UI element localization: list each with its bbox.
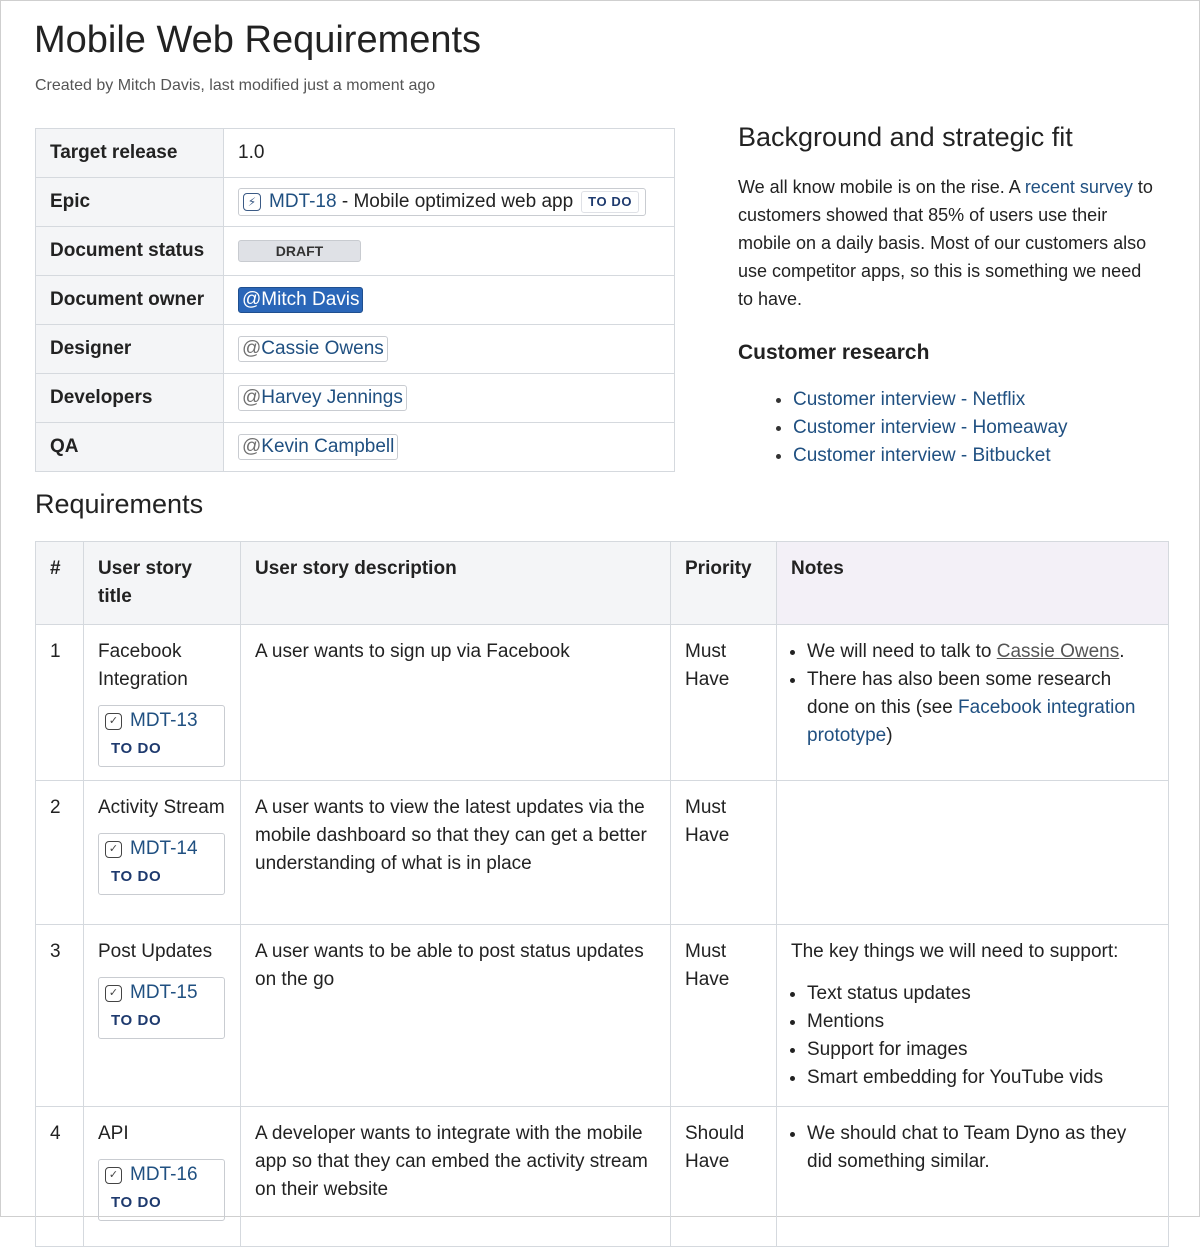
story-title-cell <box>84 625 241 781</box>
at-icon: @ <box>242 338 262 359</box>
story-priority: Must Have <box>671 781 777 925</box>
meta-row-developers <box>36 374 675 423</box>
meta-label: Target release <box>36 129 224 178</box>
story-notes <box>777 925 1169 1107</box>
story-title: Activity Stream <box>98 797 225 818</box>
document-meta-table <box>35 128 675 472</box>
story-priority: Must Have <box>671 925 777 1107</box>
issue-status-lozenge: TO DO <box>105 868 167 886</box>
story-description: A user wants to view the latest updates via the mobile dashboard so that they can get a better understanding of what is in place <box>241 781 671 925</box>
column-header-title: User story title <box>84 542 241 625</box>
table-row <box>36 925 1169 1107</box>
story-title: API <box>98 1123 129 1144</box>
list-item <box>807 666 1154 750</box>
story-title: Facebook Integration <box>98 641 188 690</box>
page-byline: Created by Mitch Davis, last modified just a moment ago <box>35 77 436 94</box>
user-mention-designer[interactable] <box>238 336 388 362</box>
issue-key[interactable]: MDT-16 <box>130 1164 198 1185</box>
meta-label: Designer <box>36 325 224 374</box>
checkbox-task-icon: ✓ <box>105 1167 122 1184</box>
table-row <box>36 781 1169 925</box>
notes-list <box>791 638 1154 750</box>
story-description: A user wants to sign up via Facebook <box>241 625 671 781</box>
note-text: There has also been some research done on this (see <box>807 669 1117 718</box>
lightning-icon: ⚡ <box>243 193 261 211</box>
meta-value <box>224 276 675 325</box>
prototype-link[interactable]: Facebook integration prototype <box>807 697 1136 746</box>
story-title-cell <box>84 925 241 1107</box>
meta-label: Developers <box>36 374 224 423</box>
note-text: ) <box>886 725 893 746</box>
at-icon: @ <box>242 289 262 310</box>
row-number: 2 <box>36 781 84 925</box>
issue-status-lozenge: TO DO <box>105 740 167 758</box>
at-icon: @ <box>242 436 262 457</box>
table-row <box>36 625 1169 781</box>
mention-name: Cassie Owens <box>261 338 384 359</box>
story-notes <box>777 781 1169 925</box>
checkbox-task-icon: ✓ <box>105 985 122 1002</box>
meta-label: QA <box>36 423 224 472</box>
issue-key[interactable]: MDT-13 <box>130 710 198 731</box>
epic-status-lozenge: TO DO <box>581 191 639 213</box>
recent-survey-link[interactable]: recent survey <box>1024 177 1133 197</box>
list-item: • Mentions <box>807 1008 1154 1036</box>
user-mention-developer[interactable] <box>238 385 407 411</box>
list-item: • Support for images <box>807 1036 1154 1064</box>
epic-key[interactable]: MDT-18 <box>269 191 337 212</box>
requirements-table <box>35 541 1169 1247</box>
status-badge: DRAFT <box>238 240 361 262</box>
meta-value <box>224 374 675 423</box>
meta-row-target-release <box>36 129 675 178</box>
page-title: Mobile Web Requirements <box>34 19 482 61</box>
meta-row-epic <box>36 178 675 227</box>
list-item <box>807 638 1154 666</box>
meta-label: Document status <box>36 227 224 276</box>
mention-name: Mitch Davis <box>261 289 360 310</box>
list-item: • We should chat to Team Dyno as they did something similar. <box>807 1120 1154 1176</box>
table-row <box>36 1107 1169 1247</box>
story-title: Post Updates <box>98 941 213 962</box>
meta-row-qa <box>36 423 675 472</box>
note-text: . <box>1119 641 1125 662</box>
user-mention-qa[interactable] <box>238 434 398 460</box>
meta-row-doc-owner <box>36 276 675 325</box>
story-notes <box>777 1107 1169 1247</box>
story-notes <box>777 625 1169 781</box>
notes-list <box>791 980 1154 1092</box>
jira-issue-chip[interactable] <box>98 705 225 767</box>
story-priority: Must Have <box>671 625 777 781</box>
column-header-num: # <box>36 542 84 625</box>
background-paragraph <box>738 173 1158 313</box>
meta-row-designer <box>36 325 675 374</box>
meta-value <box>224 325 675 374</box>
checkbox-task-icon: ✓ <box>105 713 122 730</box>
issue-status-lozenge: TO DO <box>105 1012 167 1030</box>
story-title-cell <box>84 1107 241 1247</box>
background-text-before: We all know mobile is on the rise. A <box>738 177 1025 197</box>
notes-list <box>791 1120 1154 1176</box>
mention-name: Harvey Jennings <box>261 387 403 408</box>
column-header-desc: User story description <box>241 542 671 625</box>
meta-value <box>224 178 675 227</box>
meta-label: Epic <box>36 178 224 227</box>
customer-research-list <box>773 386 1068 470</box>
row-number: 3 <box>36 925 84 1107</box>
checkbox-task-icon: ✓ <box>105 841 122 858</box>
requirements-heading: Requirements <box>35 489 204 519</box>
meta-value <box>224 227 675 276</box>
story-priority: Should Have <box>671 1107 777 1247</box>
issue-key[interactable]: MDT-15 <box>130 982 198 1003</box>
note-text: We will need to talk to <box>807 641 997 662</box>
row-number: 4 <box>36 1107 84 1247</box>
issue-key[interactable]: MDT-14 <box>130 838 198 859</box>
list-item <box>793 414 1068 442</box>
jira-issue-chip[interactable] <box>98 1159 225 1221</box>
notes-intro: The key things we will need to support: <box>791 941 1119 962</box>
background-heading: Background and strategic fit <box>738 122 1073 152</box>
story-description: A user wants to be able to post status updates on the go <box>241 925 671 1107</box>
list-item <box>793 386 1068 414</box>
customer-interview-link[interactable]: Customer interview - Homeaway <box>793 417 1068 438</box>
list-item: • Text status updates <box>807 980 1154 1008</box>
mention-name: Kevin Campbell <box>261 436 395 457</box>
column-header-notes: Notes <box>777 542 1169 625</box>
table-header-row <box>36 542 1169 625</box>
row-number: 1 <box>36 625 84 781</box>
meta-value <box>224 423 675 472</box>
list-item <box>793 442 1068 470</box>
customer-research-heading: Customer research <box>738 341 930 364</box>
epic-issue-link[interactable] <box>238 188 646 216</box>
column-header-priority: Priority <box>671 542 777 625</box>
epic-summary: - Mobile optimized web app <box>336 191 574 212</box>
jira-issue-chip[interactable] <box>98 833 225 895</box>
meta-value: 1.0 <box>224 129 675 178</box>
customer-interview-link[interactable]: Customer interview - Netflix <box>793 389 1026 410</box>
user-mention-doc-owner[interactable] <box>238 287 363 313</box>
issue-status-lozenge: TO DO <box>105 1194 167 1212</box>
jira-issue-chip[interactable] <box>98 977 225 1039</box>
meta-row-doc-status <box>36 227 675 276</box>
story-title-cell <box>84 781 241 925</box>
at-icon: @ <box>242 387 262 408</box>
user-link-cassie[interactable]: Cassie Owens <box>996 641 1120 662</box>
meta-label: Document owner <box>36 276 224 325</box>
customer-interview-link[interactable]: Customer interview - Bitbucket <box>793 445 1051 466</box>
background-text-after: to customers showed that 85% of users use their mobile on a daily basis. Most of our customers also use competitor apps, so this is something we need to have. <box>738 177 1153 309</box>
story-description: A developer wants to integrate with the mobile app so that they can embed the activity stream on their website <box>241 1107 671 1247</box>
list-item: • Smart embedding for YouTube vids <box>807 1064 1154 1092</box>
